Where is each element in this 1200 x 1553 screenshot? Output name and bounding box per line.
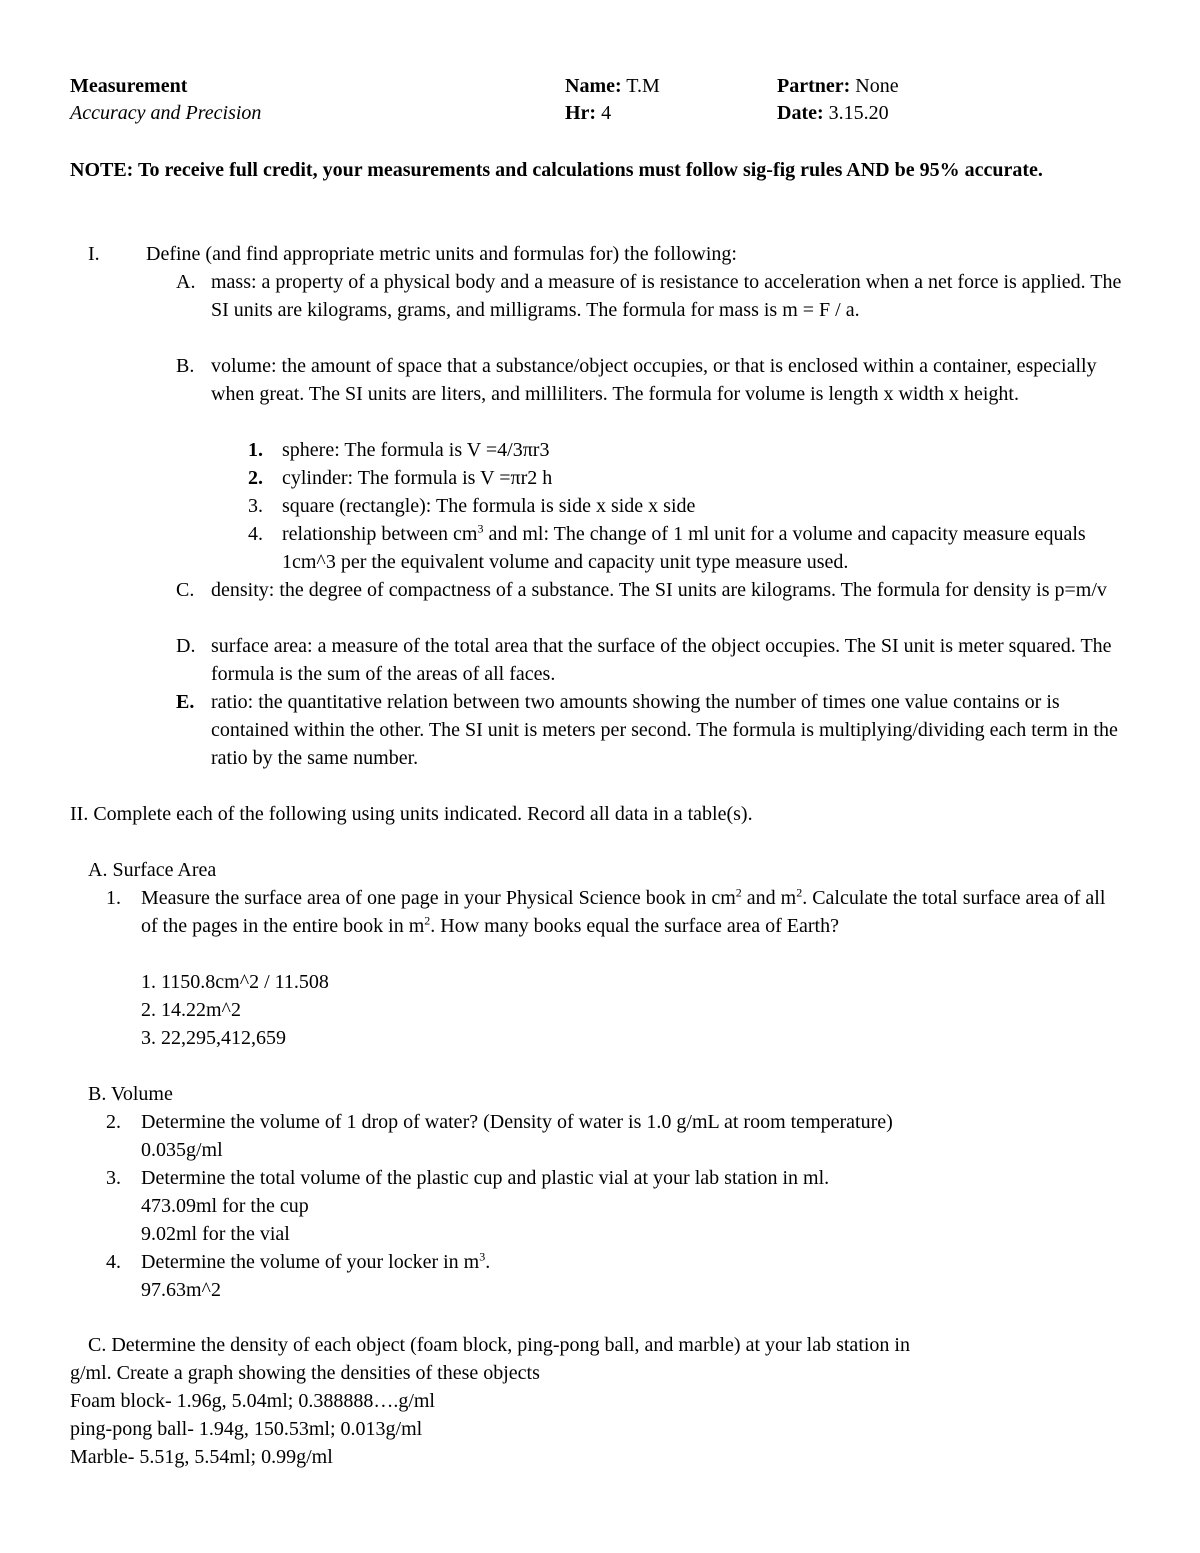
vol-q4-answer: 97.63m^2 xyxy=(141,1279,221,1301)
vol-q3-answer-vial: 9.02ml for the vial xyxy=(141,1223,290,1245)
sa-q-part-d: . How many books equal the surface area of Earth? xyxy=(430,915,839,937)
surface-area-title: A. Surface Area xyxy=(88,859,217,881)
item-a-marker: A. xyxy=(176,271,196,293)
section-1-heading: Define (and find appropriate metric units and formulas for) the following: xyxy=(146,243,737,265)
vol-q3-question: Determine the total volume of the plastic cup and plastic vial at your lab station in ml. xyxy=(141,1167,830,1189)
vol-q4-sup: 3 xyxy=(479,1249,486,1264)
vol-q4-question xyxy=(141,1248,1141,1276)
sa-q-sup-1: 2 xyxy=(735,885,742,900)
sub-cylinder: cylinder: The formula is V =πr2 h xyxy=(282,467,553,489)
vol-q2-marker: 2. xyxy=(106,1111,121,1133)
item-b-marker: B. xyxy=(176,355,195,377)
volume-title: B. Volume xyxy=(88,1083,173,1105)
partner-value: None xyxy=(855,75,899,97)
density-question-line-2: g/ml. Create a graph showing the densities of these objects xyxy=(70,1362,540,1384)
item-ratio: ratio: the quantitative relation between two amounts showing the number of times one value contains or is contained within the other. The SI unit is meters per second. The formula is multiplying/dividing each term in the ratio by the same number. xyxy=(211,691,1118,769)
vol-q2-answer: 0.035g/ml xyxy=(141,1139,223,1161)
item-c-marker: C. xyxy=(176,579,195,601)
hour-label: Hr: xyxy=(565,102,597,124)
vol-q4-text-b: . xyxy=(485,1251,491,1273)
hour-value: 4 xyxy=(601,102,612,124)
sa-q-sup-2: 2 xyxy=(796,885,803,900)
item-density: density: the degree of compactness of a substance. The SI units are kilograms. The formula for density is p=m/v xyxy=(211,579,1107,601)
sub-4-sup: 3 xyxy=(477,521,484,536)
vol-q2-question: Determine the volume of 1 drop of water? (Density of water is 1.0 g/mL at room temperature) xyxy=(141,1111,893,1133)
sub-2-marker: 2. xyxy=(248,467,263,489)
date-label: Date: xyxy=(777,102,824,124)
sa-q-sup-3: 2 xyxy=(424,913,431,928)
vol-q3-marker: 3. xyxy=(106,1167,121,1189)
vol-q4-text-a: Determine the volume of your locker in m xyxy=(141,1251,480,1273)
date-field xyxy=(777,99,889,127)
sub-sphere: sphere: The formula is V =4/3πr3 xyxy=(282,439,550,461)
sa-answer-3: 3. 22,295,412,659 xyxy=(141,1027,286,1049)
density-foam-block: Foam block- 1.96g, 5.04ml; 0.388888….g/ml xyxy=(70,1390,435,1412)
sa-question xyxy=(141,884,1121,940)
item-d-marker: D. xyxy=(176,635,196,657)
section-2-heading: II. Complete each of the following using units indicated. Record all data in a table(s). xyxy=(70,803,753,825)
doc-subtitle: Accuracy and Precision xyxy=(70,102,262,124)
name-label: Name: xyxy=(565,75,622,97)
sa-q-part-a: Measure the surface area of one page in your Physical Science book in cm xyxy=(141,887,736,909)
date-value: 3.15.20 xyxy=(828,102,889,124)
density-ping-pong-ball: ping-pong ball- 1.94g, 150.53ml; 0.013g/ml xyxy=(70,1418,423,1440)
item-mass: mass: a property of a physical body and a measure of is resistance to acceleration when a net force is applied. The SI units are kilograms, grams, and milligrams. The formula for mass is m = F / a. xyxy=(211,271,1122,321)
sa-answer-1: 1. 1150.8cm^2 / 11.508 xyxy=(141,971,329,993)
section-1-marker: I. xyxy=(88,243,100,265)
sa-q1-marker: 1. xyxy=(106,887,121,909)
sub-4-marker: 4. xyxy=(248,523,263,545)
sa-q-part-b: and m xyxy=(741,887,797,909)
name-field xyxy=(565,72,660,100)
sub-4-text-b: and ml: The change of 1 ml unit for a volume and capacity measure equals 1cm^3 per the equivalent volume and capacity unit type measure used. xyxy=(282,523,1086,573)
sub-cm-ml-relationship xyxy=(282,520,1112,576)
sub-1-marker: 1. xyxy=(248,439,263,461)
item-surface-area: surface area: a measure of the total area that the surface of the object occupies. The SI unit is meter squared. The formula is the sum of the areas of all faces. xyxy=(211,635,1112,685)
sa-answer-2: 2. 14.22m^2 xyxy=(141,999,241,1021)
density-marble: Marble- 5.51g, 5.54ml; 0.99g/ml xyxy=(70,1446,333,1468)
sub-4-text-a: relationship between cm xyxy=(282,523,478,545)
sa-q-part-c: . Calculate the total surface area of all of the pages in the entire book in m xyxy=(141,887,1106,937)
credit-note: NOTE: To receive full credit, your measurements and calculations must follow sig-fig rules AND be 95% accurate. xyxy=(70,159,1043,181)
density-question-line-1: C. Determine the density of each object (foam block, ping-pong ball, and marble) at your lab station in xyxy=(88,1334,910,1356)
item-volume: volume: the amount of space that a substance/object occupies, or that is enclosed within a container, especially when great. The SI units are liters, and milliliters. The formula for volume is length x width x height. xyxy=(211,355,1097,405)
partner-field xyxy=(777,72,899,100)
hour-field xyxy=(565,99,611,127)
doc-title: Measurement xyxy=(70,75,188,97)
partner-label: Partner: xyxy=(777,75,851,97)
vol-q4-marker: 4. xyxy=(106,1251,121,1273)
sub-square: square (rectangle): The formula is side x side x side xyxy=(282,495,696,517)
sub-3-marker: 3. xyxy=(248,495,263,517)
item-e-marker: E. xyxy=(176,691,195,713)
vol-q3-answer-cup: 473.09ml for the cup xyxy=(141,1195,309,1217)
name-value: T.M xyxy=(626,75,660,97)
